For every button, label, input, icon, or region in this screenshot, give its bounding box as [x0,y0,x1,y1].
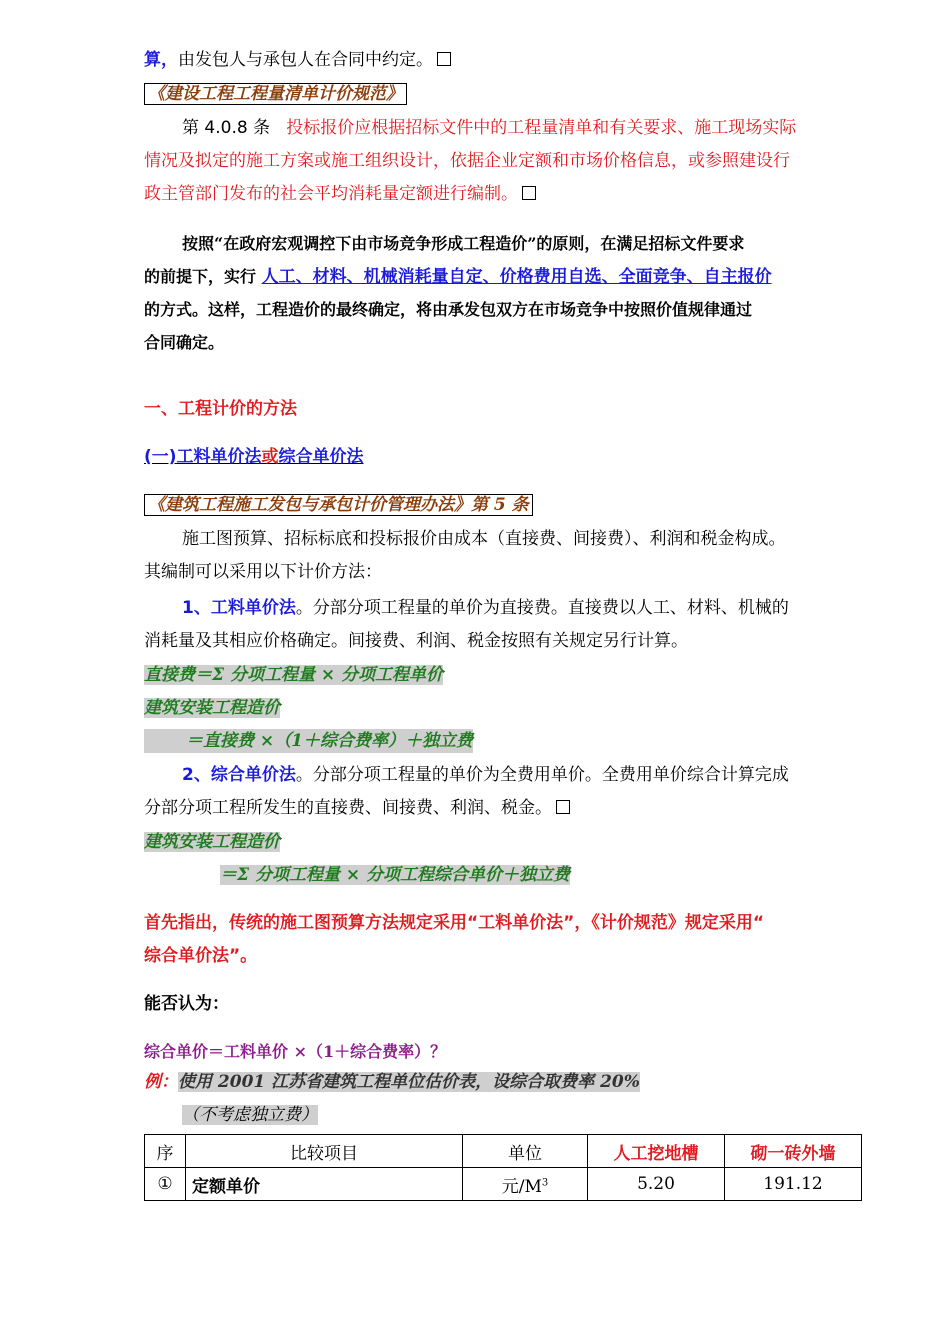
checkbox-icon [437,52,451,66]
table-header-cell: 人工挖地槽 [588,1135,725,1168]
table-header-cell: 砌一砖外墙 [725,1135,862,1168]
para2-line-1: 按照“在政府宏观调控下由市场竞争形成工程造价”的原则，在满足招标文件要求 [182,234,745,253]
conclusion-line-1: 首先指出，传统的施工图预算方法规定采用“工料单价法”，《计价规范》规定采用“ [144,913,765,933]
reference-standard: 《建设工程工程量清单计价规范》 [144,82,407,106]
table-cell: ① [145,1168,186,1201]
table-header-row [145,1135,862,1168]
article-line-3: 政主管部门发布的社会平均消耗量定额进行编制。 [144,182,536,206]
formula1-line-1: 直接费＝Σ 分项工程量 × 分项工程单价 [144,665,444,685]
formula2-line-2: ＝Σ 分项工程量 × 分项工程综合单价＋独立费 [220,865,571,885]
article-line-2: 情况及拟定的施工方案或施工组织设计，依据企业定额和市场价格信息，或参照建设行 [144,151,790,171]
table-cell: 191.12 [725,1168,862,1201]
table-header-cell: 比较项目 [186,1135,463,1168]
para3-line-2: 其编制可以采用以下计价方法： [144,562,382,582]
question: 能否认为： [144,994,229,1014]
table-header-cell: 序 [145,1135,186,1168]
table-cell: 5.20 [588,1168,725,1201]
formula2-line-1: 建筑安装工程造价 [144,832,280,852]
section-heading: 一、工程计价的方法 [144,399,297,419]
para2-line-4: 合同确定。 [144,333,225,352]
method1-line-1: 1、工料单价法。分部分项工程量的单价为直接费。直接费以人工、材料、机械的 [182,598,789,618]
table-cell: 定额单价 [186,1168,463,1201]
formula1-line-3: ＝直接费 ×（1＋综合费率）＋独立费 [144,729,473,753]
example-line: 例：使用 2001 江苏省建筑工程单位估价表，设综合取费率 20% [144,1072,640,1092]
paragraph-continuation: 算，由发包人与承包人在合同中约定。 [144,48,451,72]
table-row [145,1168,862,1201]
table-header-cell: 单位 [463,1135,588,1168]
method1-line-2: 消耗量及其相应价格确定。间接费、利润、税金按照有关规定另行计算。 [144,631,688,651]
para3-line-1: 施工图预算、招标标底和投标报价由成本（直接费、间接费）、利润和税金构成。 [182,529,786,549]
article-line-1: 第 4.0.8 条 投标报价应根据招标文件中的工程量清单和有关要求、施工现场实际 [182,118,797,138]
example-note: （不考虑独立费） [182,1105,318,1125]
method2-line-2: 分部分项工程所发生的直接费、间接费、利润、税金。 [144,796,570,820]
table-cell: 元$/M^3$ [463,1168,588,1201]
para2-line-2: 的前提下，实行 人工、材料、机械消耗量自定、价格费用自选、全面竞争、自主报价 [144,267,772,287]
checkbox-icon [556,800,570,814]
comparison-table [144,1134,862,1201]
formula1-line-2: 建筑安装工程造价 [144,698,280,718]
subsection-heading: (一)工料单价法或综合单价法 [144,447,364,467]
para2-line-3: 的方式。这样，工程造价的最终确定，将由承发包双方在市场竞争中按照价值规律通过 [144,300,753,319]
method2-line-1: 2、综合单价法。分部分项工程量的单价为全费用单价。全费用单价综合计算完成 [182,765,789,785]
conclusion-line-2: 综合单价法”。 [144,946,258,966]
checkbox-icon [522,186,536,200]
reference-regulation: 《建筑工程施工发包与承包计价管理办法》第 5 条 [144,493,533,517]
formula3: 综合单价＝工料单价 ×（1＋综合费率）？ [144,1042,447,1061]
